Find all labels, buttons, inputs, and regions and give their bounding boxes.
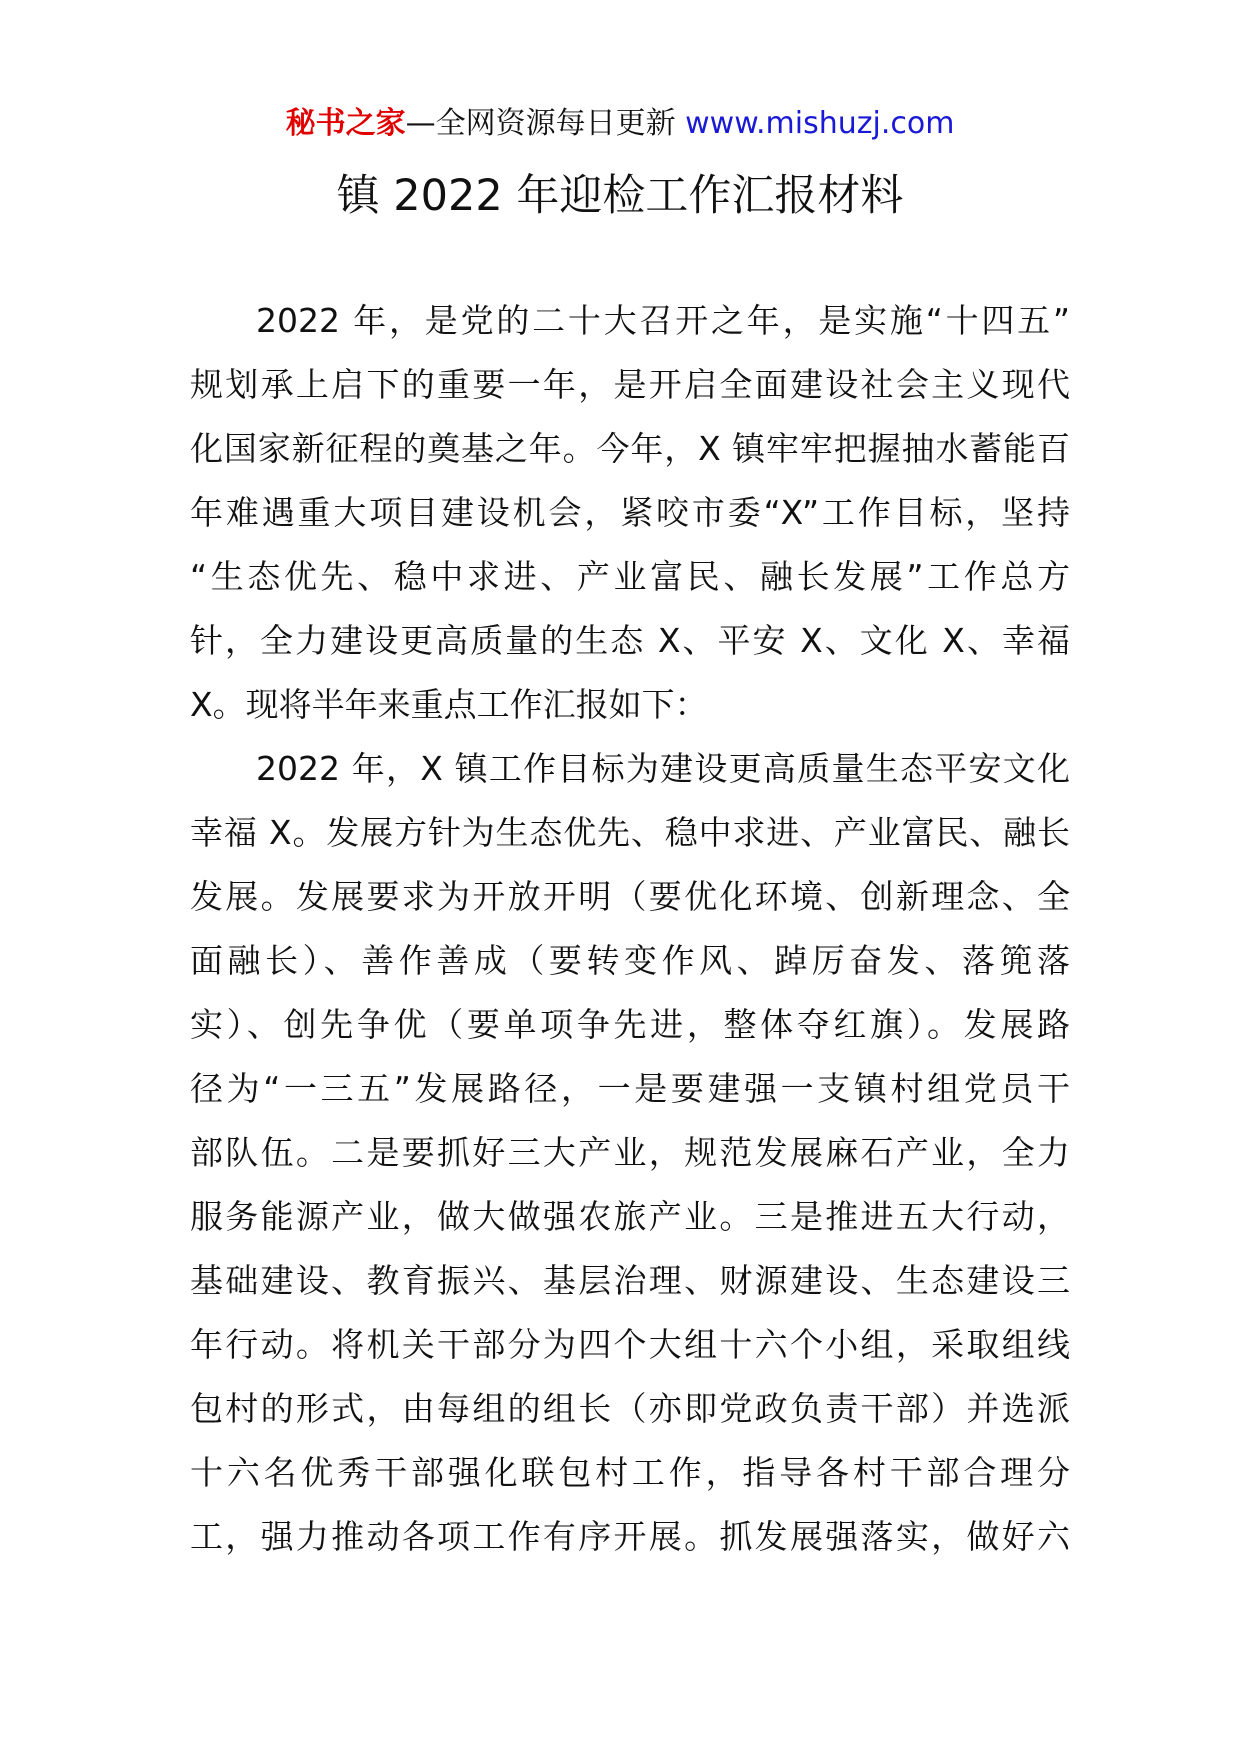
- body-line: 针，全力建设更高质量的生态 X、平安 X、文化 X、幸福: [190, 621, 1070, 660]
- body-line: 年行动。将机关干部分为四个大组十六个小组，采取组线: [190, 1325, 1070, 1364]
- document-body: [190, 289, 1070, 1569]
- body-line: 化国家新征程的奠基之年。今年，X 镇牢牢把握抽水蓄能百: [190, 429, 1070, 468]
- body-line: 径为“一三五”发展路径，一是要建强一支镇村组党员干: [190, 1069, 1070, 1108]
- site-header: [0, 104, 1240, 144]
- document-title: 镇 2022 年迎检工作汇报材料: [336, 171, 904, 221]
- body-line: 部队伍。二是要抓好三大产业，规范发展麻石产业，全力: [190, 1133, 1070, 1172]
- body-line: 十六名优秀干部强化联包村工作，指导各村干部合理分: [190, 1453, 1070, 1492]
- site-url-link[interactable]: www.mishuzj.com: [685, 106, 955, 141]
- body-line: 基础建设、教育振兴、基层治理、财源建设、生态建设三: [190, 1261, 1070, 1300]
- body-line: 工，强力推动各项工作有序开展。抓发展强落实，做好六: [190, 1517, 1070, 1556]
- body-line: 包村的形式，由每组的组长（亦即党政负责干部）并选派: [190, 1389, 1070, 1428]
- body-line: X。现将半年来重点工作汇报如下：: [190, 685, 708, 724]
- body-line: 2022 年，X 镇工作目标为建设更高质量生态平安文化: [256, 749, 1070, 788]
- site-tagline: —全网资源每日更新: [405, 106, 676, 141]
- site-brand: 秘书之家: [285, 106, 406, 141]
- body-line: “生态优先、稳中求进、产业富民、融长发展”工作总方: [190, 557, 1070, 596]
- body-line: 发展。发展要求为开放开明（要优化环境、创新理念、全: [190, 877, 1070, 916]
- body-line: 实）、创先争优（要单项争先进，整体夺红旗）。发展路: [190, 1005, 1070, 1044]
- body-line: 规划承上启下的重要一年，是开启全面建设社会主义现代: [190, 365, 1070, 404]
- body-line: 年难遇重大项目建设机会，紧咬市委“X”工作目标，坚持: [190, 493, 1070, 532]
- body-line: 服务能源产业，做大做强农旅产业。三是推进五大行动，: [190, 1197, 1070, 1236]
- body-line: 2022 年，是党的二十大召开之年，是实施“十四五”: [256, 301, 1070, 340]
- body-line: 幸福 X。发展方针为生态优先、稳中求进、产业富民、融长: [190, 813, 1070, 852]
- body-line: 面融长）、善作善成（要转变作风、踔厉奋发、落篼落: [190, 941, 1070, 980]
